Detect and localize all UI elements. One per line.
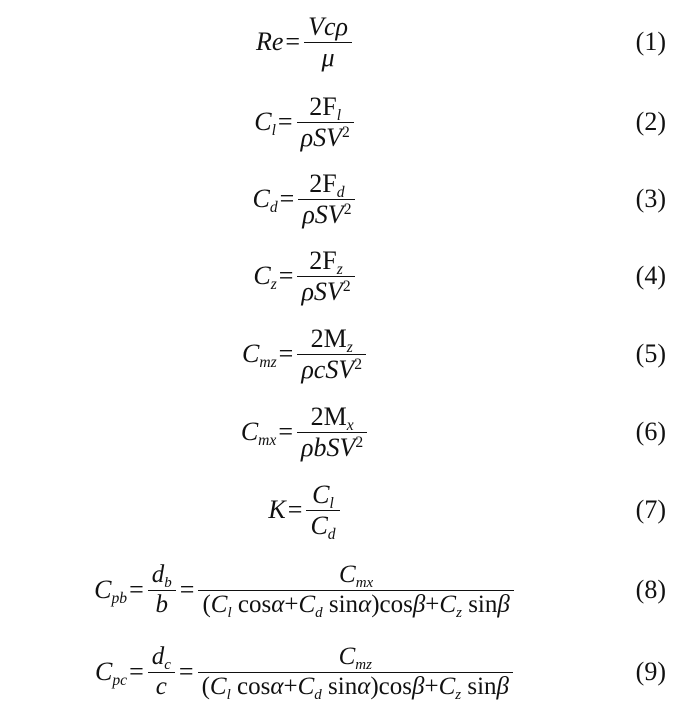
eq6-lhs: $C_{mx}$ (240, 417, 277, 450)
eq8-fraction-2 (198, 561, 513, 620)
eq3-label: (3) (635, 184, 666, 213)
eq4-equals: = (278, 261, 294, 290)
equation-1 (0, 6, 700, 78)
eq5-denominator: ρcSV$^2$ (301, 354, 363, 384)
equation-2 (0, 86, 700, 158)
eq9-fraction-1-numerator: $d_c$ (151, 642, 171, 673)
eq7-lhs: K (268, 495, 286, 524)
eq7-denominator: $C_d$ (310, 510, 336, 543)
eq6-label: (6) (635, 417, 666, 446)
eq2-denominator: ρSV$^2$ (300, 122, 350, 152)
eq1-fraction (304, 12, 352, 73)
eq7-fraction (306, 480, 339, 541)
eq2-numerator: $2F_l$ (309, 91, 342, 125)
eq5-numerator: $2M_z$ (310, 323, 353, 357)
eq1-denominator: μ (321, 42, 335, 72)
eq6-numerator: $2M_x$ (310, 401, 354, 435)
eq9-fraction-2-denominator: ($C_l$ $\cos\alpha+C_d$ $\sin\alpha)\cos\beta+C_z$ sinβ (201, 672, 509, 703)
eq4-denominator: ρSV$^2$ (301, 276, 351, 306)
eq9-lhs: $C_{pc}$ (95, 657, 128, 690)
eq8-fraction-2-denominator: ($C_l$ $\cos\alpha+C_d$ $\sin\alpha)\cos\beta+C_z$ sinβ (202, 590, 510, 621)
eq6-denominator: ρbSV$^2$ (301, 432, 364, 462)
eq8-lhs: $C_{pb}$ (94, 575, 128, 608)
eq9-fraction-2 (198, 643, 513, 702)
eq1-label: (1) (635, 27, 666, 56)
eq8-fraction-1-denominator: b (155, 590, 169, 618)
eq8-fraction-2-numerator: $C_{mx}$ (339, 560, 374, 591)
equation-8 (0, 552, 700, 628)
eq9-equals-2: = (178, 657, 194, 686)
eq8-label: (8) (635, 575, 666, 604)
eq3-lhs: $C_d$ (252, 184, 278, 217)
eq1-equals: = (285, 27, 301, 56)
eq2-fraction (297, 92, 354, 153)
eq8-fraction-1-numerator: $d_b$ (151, 560, 172, 591)
eq2-lhs: $C_l$ (254, 107, 276, 140)
eq9-label: (9) (635, 657, 666, 686)
eq6-fraction (297, 402, 367, 463)
eq9-fraction-1-denominator: c (155, 672, 167, 700)
equation-5 (0, 318, 700, 390)
equation-7 (0, 474, 700, 546)
eq3-fraction (298, 169, 355, 230)
eq8-fraction-1 (148, 561, 176, 620)
eq5-lhs: $C_{mz}$ (241, 339, 277, 372)
eq7-label: (7) (635, 495, 666, 524)
equation-9 (0, 634, 700, 710)
eq2-equals: = (277, 107, 293, 136)
equation-3 (0, 163, 700, 235)
eq3-denominator: ρSV$^2$ (302, 199, 352, 229)
eq4-fraction (297, 246, 354, 307)
eq7-equals: = (287, 495, 303, 524)
equation-6 (0, 396, 700, 468)
eq4-lhs: $C_z$ (253, 261, 277, 294)
eq9-fraction-1 (148, 643, 175, 702)
eq5-equals: = (278, 339, 294, 368)
eq9-equals-1: = (129, 657, 144, 686)
eq7-numerator: $C_l$ (312, 479, 334, 513)
eq6-equals: = (278, 417, 294, 446)
eq8-equals-1: = (129, 575, 144, 604)
eq2-label: (2) (635, 107, 666, 136)
eq5-fraction (297, 324, 366, 385)
eq9-fraction-2-numerator: $C_{mz}$ (338, 642, 372, 673)
eq3-equals: = (279, 184, 295, 213)
eq4-label: (4) (635, 261, 666, 290)
eq8-equals-2: = (179, 575, 195, 604)
eq1-numerator: Vcρ (308, 11, 348, 41)
eq1-lhs: Re (256, 27, 284, 56)
eq5-label: (5) (635, 339, 666, 368)
equation-4 (0, 240, 700, 312)
eq4-numerator: $2F_z$ (309, 245, 343, 279)
eq3-numerator: $2F_d$ (309, 168, 345, 202)
